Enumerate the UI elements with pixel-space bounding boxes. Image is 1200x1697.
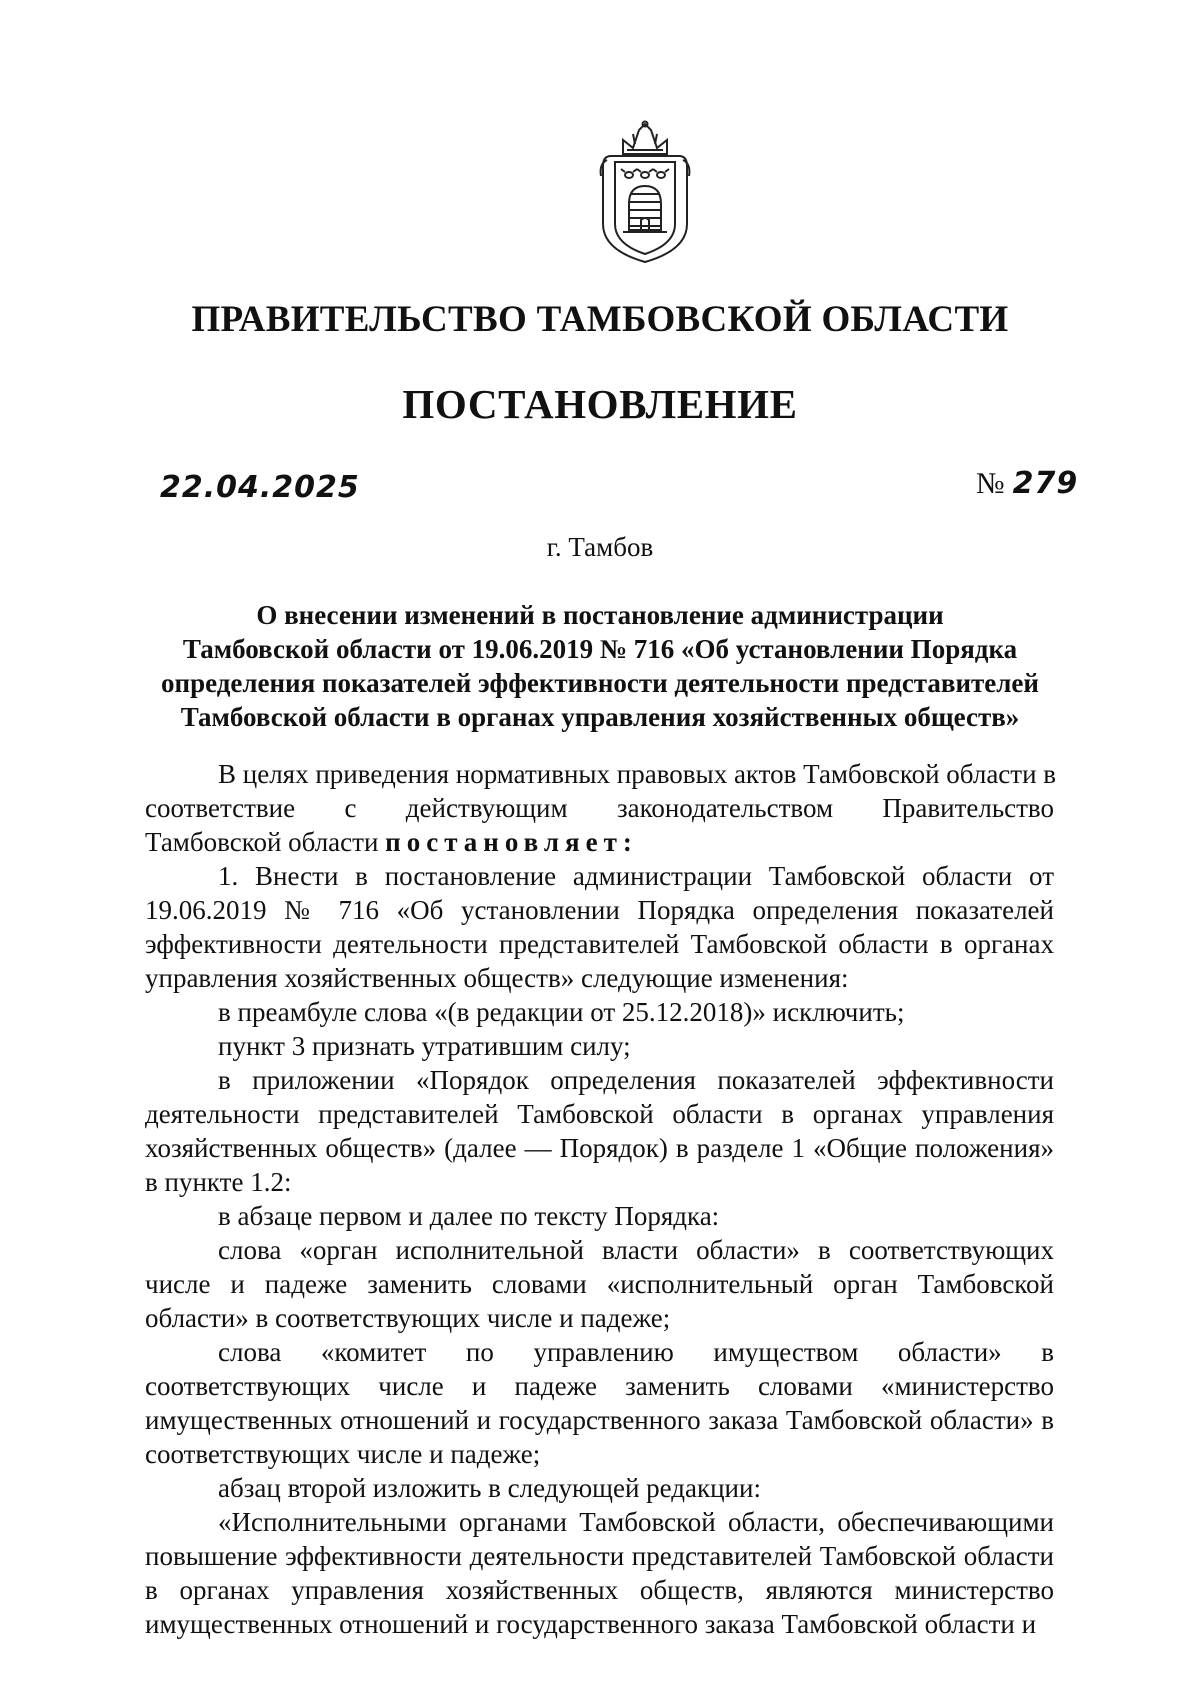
document-number	[976, 466, 1078, 501]
preamble-decree-line	[145, 825, 1054, 859]
subject-line: О внесении изменений в постановление администрации	[256, 600, 944, 630]
paragraph: слова «комитет по управлению имуществом области» в соответствующих числе и падеже заменить словами «министерство имущественных отношений и государственного заказа Тамбовской области» в соответствующих числе и падеже;	[145, 1337, 1054, 1469]
city-line: г. Тамбов	[546, 532, 654, 562]
paragraph: пункт 3 признать утратившим силу;	[218, 1031, 631, 1061]
paragraph: абзац второй изложить в следующей редакции:	[218, 1473, 761, 1503]
paragraph: «Исполнительными органами Тамбовской области, обеспечивающими повышение эффективности деятельности представителей Тамбовской области в органах управления хозяйственных обществ, являются министерство имущественных отношений и государственного заказа Тамбовской области и	[145, 1507, 1054, 1639]
preamble-line: В целях приведения нормативных правовых актов Тамбовской области в	[218, 759, 1057, 789]
number-label: №	[976, 467, 1005, 500]
handwritten-number: 279	[1012, 466, 1079, 501]
document-body	[145, 757, 1057, 1641]
paragraph: в абзаце первом и далее по тексту Порядка:	[218, 1201, 720, 1231]
decree-word: постановляет	[385, 827, 623, 857]
preamble-line: соответствие с действующим законодательством Правительство	[145, 793, 1054, 823]
coat-of-arms-icon	[593, 120, 697, 266]
paragraph-item-1: 1. Внести в постановление администрации Тамбовской области от 19.06.2019 № 716 «Об установлении Порядка определения показателей эффективности деятельности представителей Тамбовской области в органах управления хозяйственных обществ» следующие изменения:	[145, 861, 1054, 993]
government-title: ПРАВИТЕЛЬСТВО ТАМБОВСКОЙ ОБЛАСТИ	[191, 299, 1009, 340]
paragraph: слова «орган исполнительной власти области» в соответствующих числе и падеже заменить словами «исполнительный орган Тамбовской области» в соответствующих числе и падеже;	[145, 1235, 1054, 1333]
document-type-title: ПОСТАНОВЛЕНИЕ	[402, 381, 798, 427]
subject-line: Тамбовской области в органах управления хозяйственных обществ»	[180, 702, 1020, 732]
paragraph: в приложении «Порядок определения показателей эффективности деятельности представителей Тамбовской области в органах управления хозяйственных обществ» (далее — Порядок) в разделе 1 «Общие положения» в пункте 1.2:	[145, 1065, 1054, 1197]
preamble-colon: :	[622, 827, 632, 857]
document-subject	[140, 598, 1060, 734]
paragraph: в преамбуле слова «(в редакции от 25.12.2018)» исключить;	[218, 997, 905, 1027]
handwritten-date: 22.04.2025	[160, 470, 360, 505]
preamble-text: Тамбовской области	[145, 827, 386, 857]
subject-line: определения показателей эффективности деятельности представителей	[161, 668, 1039, 698]
subject-line: Тамбовской области от 19.06.2019 № 716 «Об установлении Порядка	[182, 634, 1018, 664]
